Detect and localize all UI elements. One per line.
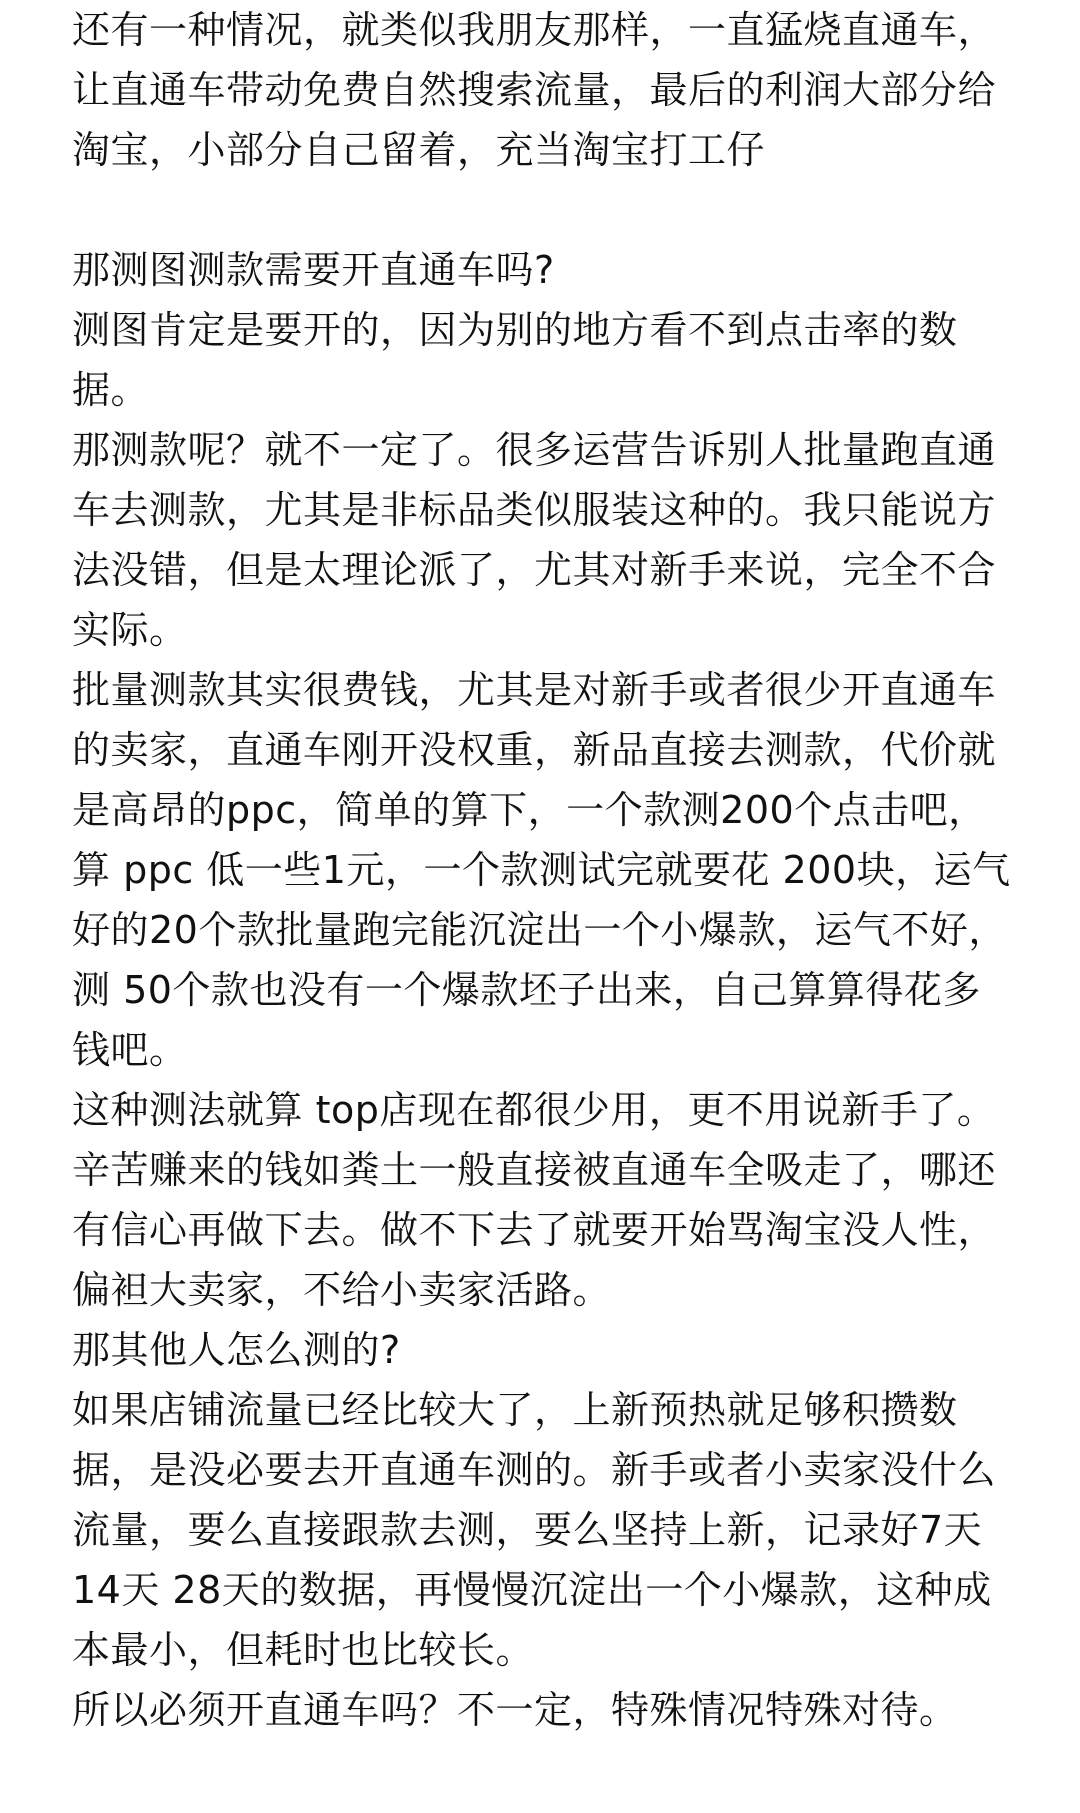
paragraph-1: 还有一种情况，就类似我朋友那样，一直猛烧直通车，让直通车带动免费自然搜索流量，最后的利润大部分给淘宝，小部分自己留着，充当淘宝打工仔 (72, 8, 997, 172)
paragraph-spacer (72, 180, 1012, 240)
paragraph-6: 这种测法就算 top店现在都很少用，更不用说新手了。辛苦赚来的钱如粪土一般直接被直通车全吸走了，哪还有信心再做下去。做不下去了就要开始骂淘宝没人性，偏袒大卖家，不给小卖家活路。 (72, 1088, 997, 1312)
paragraph-3: 测图肯定是要开的，因为别的地方看不到点击率的数据。 (72, 308, 958, 412)
paragraph-9: 所以必须开直通车吗？不一定，特殊情况特殊对待。 (72, 1688, 958, 1732)
paragraph-7: 那其他人怎么测的? (72, 1328, 401, 1372)
paragraph-4: 那测款呢？就不一定了。很多运营告诉别人批量跑直通车去测款，尤其是非标品类似服装这种的。我只能说方法没错，但是太理论派了，尤其对新手来说，完全不合实际。 (72, 428, 997, 652)
paragraph-8: 如果店铺流量已经比较大了，上新预热就足够积攒数据，是没必要去开直通车测的。新手或者小卖家没什么流量，要么直接跟款去测，要么坚持上新，记录好7天 14天 28天的数据，再慢慢沉淀出一个小爆款，这种成本最小，但耗时也比较长。 (72, 1388, 997, 1672)
paragraph-5: 批量测款其实很费钱，尤其是对新手或者很少开直通车的卖家，直通车刚开没权重，新品直接去测款，代价就是高昂的ppc，简单的算下，一个款测200个点击吧，算 ppc 低一些1元，一个款测试完就要花 200块，运气好的20个款批量跑完能沉淀出一个小爆款，运气不好，测 50个款也没有一个爆款坯子出来，自己算算得花多钱吧。 (72, 668, 1011, 1072)
paragraph-2: 那测图测款需要开直通车吗? (72, 248, 555, 292)
article-body (72, 0, 1012, 1740)
